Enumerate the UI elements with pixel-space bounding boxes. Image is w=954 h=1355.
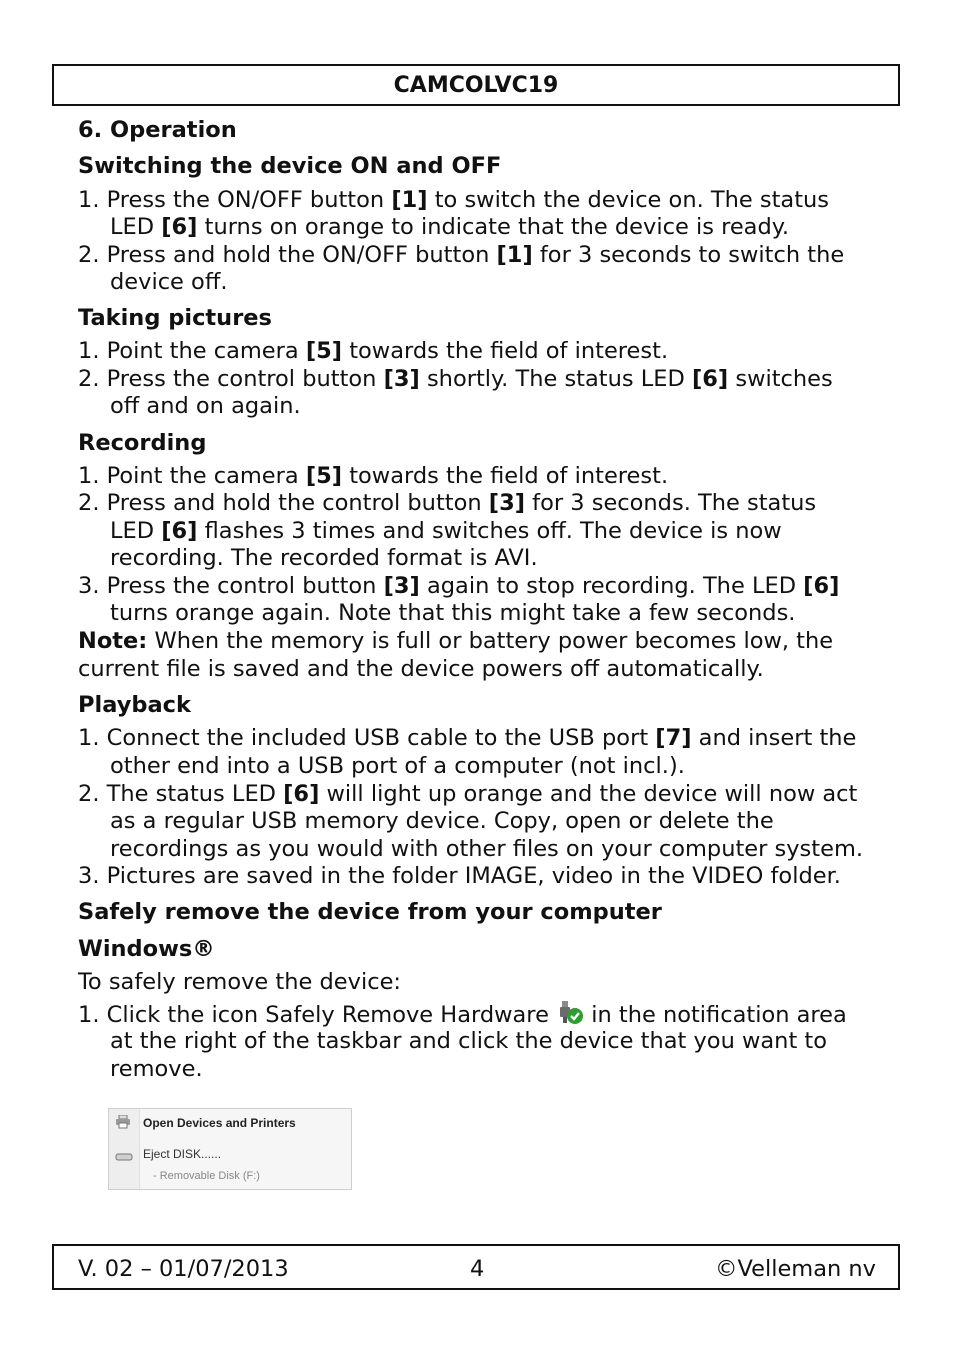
playback-step-2-cont2: recordings as you would with other files on your computer system. [110, 836, 864, 862]
windows-heading: Windows® [78, 936, 215, 962]
disk-icon [115, 1151, 133, 1165]
menu-item-eject-disk[interactable]: Eject DISK...... [143, 1147, 222, 1161]
switch-step-2: 2. Press and hold the ON/OFF button [1] for 3 seconds to switch the [78, 242, 845, 268]
note-line-1: Note: When the memory is full or battery power becomes low, the [78, 628, 834, 654]
playback-step-2-cont: as a regular USB memory device. Copy, open or delete the [110, 808, 774, 834]
recording-step-3-cont: turns orange again. Note that this might take a few seconds. [110, 600, 796, 626]
page-number: 4 [470, 1256, 485, 1282]
windows-step-1-cont: at the right of the taskbar and click the device that you want to [110, 1028, 828, 1054]
playback-heading: Playback [78, 692, 191, 718]
recording-step-3: 3. Press the control button [3] again to stop recording. The LED [6] [78, 573, 840, 599]
recording-step-1: 1. Point the camera [5] towards the field of interest. [78, 463, 669, 489]
windows-step-1-cont2: remove. [110, 1056, 203, 1082]
pictures-step-2-cont: off and on again. [110, 393, 301, 419]
recording-step-2-cont2: recording. The recorded format is AVI. [110, 545, 538, 571]
section-title: 6. Operation [78, 117, 237, 143]
menu-item-removable-disk: - Removable Disk (F:) [153, 1170, 260, 1182]
playback-step-2: 2. The status LED [6] will light up orange and the device will now act [78, 781, 858, 807]
printer-icon [115, 1115, 131, 1132]
version-date: V. 02 – 01/07/2013 [78, 1256, 289, 1282]
playback-step-3: 3. Pictures are saved in the folder IMAGE, video in the VIDEO folder. [78, 863, 841, 889]
model-name: CAMCOLVC19 [393, 73, 559, 98]
windows-step-1: 1. Click the icon Safely Remove Hardware in the notification area [78, 1002, 847, 1028]
safe-remove-heading: Safely remove the device from your computer [78, 899, 662, 925]
windows-intro: To safely remove the device: [78, 969, 401, 995]
recording-heading: Recording [78, 430, 207, 456]
menu-item-open-devices[interactable]: Open Devices and Printers [143, 1116, 296, 1130]
switch-heading: Switching the device ON and OFF [78, 153, 502, 179]
playback-step-1: 1. Connect the included USB cable to the USB port [7] and insert the [78, 725, 857, 751]
switch-step-2-cont: device off. [110, 269, 228, 295]
note-line-2: current file is saved and the device powers off automatically. [78, 656, 764, 682]
recording-step-2-cont: LED [6] flashes 3 times and switches off. The device is now [110, 518, 782, 544]
context-menu-screenshot [108, 1108, 352, 1190]
page-footer [52, 1244, 900, 1290]
switch-step-1: 1. Press the ON/OFF button [1] to switch the device on. The status [78, 187, 830, 213]
page-header [52, 64, 900, 106]
copyright: ©Velleman nv [714, 1256, 876, 1282]
usb-plug-check-icon [556, 1000, 584, 1026]
pictures-step-1: 1. Point the camera [5] towards the field of interest. [78, 338, 669, 364]
recording-step-2: 2. Press and hold the control button [3] for 3 seconds. The status [78, 490, 817, 516]
switch-step-1-cont: LED [6] turns on orange to indicate that the device is ready. [110, 214, 790, 240]
playback-step-1-cont: other end into a USB port of a computer (not incl.). [110, 753, 685, 779]
pictures-heading: Taking pictures [78, 305, 272, 331]
pictures-step-2: 2. Press the control button [3] shortly. The status LED [6] switches [78, 366, 833, 392]
